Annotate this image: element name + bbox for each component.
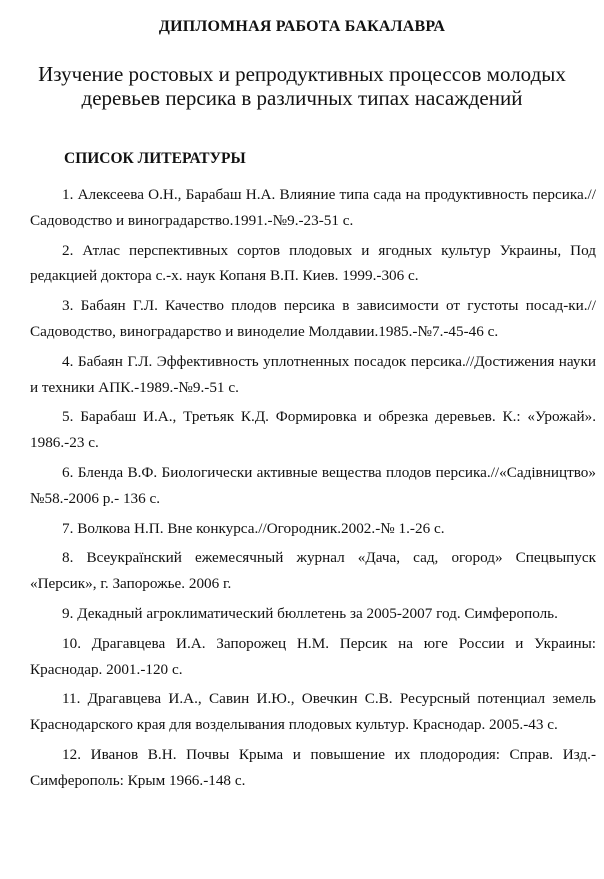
reference-item: 11. Драгавцева И.А., Савин И.Ю., Овечкин С.В. Ресурсный потенциал земель Краснодарского края для возделывания плодовых культур. Краснодар. 2005.-43 с.: [30, 690, 596, 734]
reference-item: 5. Барабаш И.А., Третьяк К.Д. Формировка и обрезка деревьев. К.: «Урожай». 1986.-23 с.: [30, 408, 596, 452]
document-title-line-1: Изучение ростовых и репродуктивных процессов молодых: [38, 62, 566, 86]
reference-item: 2. Атлас перспективных сортов плодовых и ягодных культур Украины, Под редакцией доктора с.-х. наук Копаня В.П. Киев. 1999.-306 с.: [30, 241, 596, 285]
reference-item: 10. Драгавцева И.А. Запорожец Н.М. Персик на юге России и Украины: Краснодар. 2001.-120 с.: [30, 634, 596, 678]
document-title-line-2: деревьев персика в различных типах насаждений: [81, 86, 523, 110]
reference-item: 7. Волкова Н.П. Вне конкурса.//Огородник.2002.-№ 1.-26 с.: [62, 519, 445, 537]
section-heading: СПИСОК ЛИТЕРАТУРЫ: [64, 150, 246, 167]
reference-item: 1. Алексеева О.Н., Барабаш Н.А. Влияние типа сада на продуктивность персика.//Садоводство и виноградарство.1991.-№9.-23-51 с.: [30, 186, 596, 229]
reference-item: 4. Бабаян Г.Л. Эффективность уплотненных посадок персика.//Достижения науки и техники АПК.-1989.-№9.-51 с.: [30, 352, 596, 396]
document-type-heading: ДИПЛОМНАЯ РАБОТА БАКАЛАВРА: [158, 18, 446, 35]
reference-item: 6. Бленда В.Ф. Биологически активные вещества плодов персика.//«Садівництво» №58.-2006 р.- 136 с.: [30, 463, 596, 507]
reference-item: 12. Иванов В.Н. Почвы Крыма и повышение их плодородия: Справ. Изд.-Симферополь: Крым 1966.-148 с.: [30, 745, 596, 789]
reference-item: 8. Всеукраїнский ежемесячный журнал «Дача, сад, огород» Спецвыпуск «Персик», г. Запорожье. 2006 г.: [30, 549, 596, 593]
reference-item: 3. Бабаян Г.Л. Качество плодов персика в зависимости от густоты посад-ки.//Садоводство, виноградарство и виноделие Молдавии.1985.-№7.-45-46 с.: [30, 297, 596, 340]
reference-item: 9. Декадный агроклиматический бюллетень за 2005-2007 год. Симферополь.: [62, 604, 558, 622]
document-title: [20, 62, 584, 110]
reference-list: [30, 182, 596, 798]
